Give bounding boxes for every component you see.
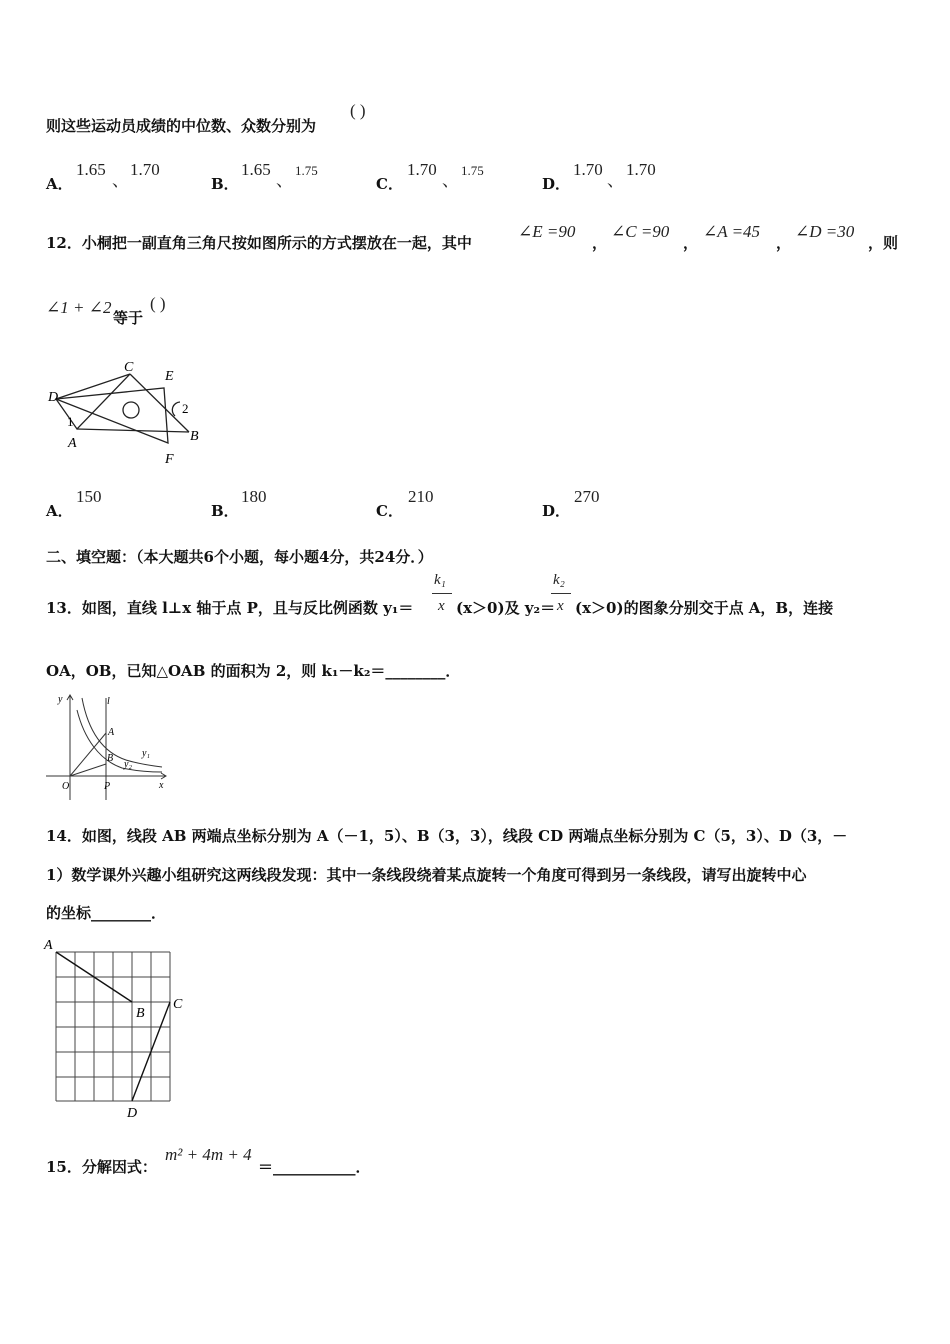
- q12-figure-label-2: 2: [182, 401, 189, 416]
- q14-figure-label-b: B: [136, 1006, 145, 1021]
- q13-condition1: (x＞0)及 y₂＝: [456, 599, 556, 617]
- q12-figure-label-c: C: [124, 360, 134, 375]
- q12-stem: 12．小桐把一副直角三角尺按如图所示的方式摆放在一起，其中: [46, 234, 472, 252]
- q11-option-a-label: A．: [46, 175, 73, 193]
- q12-figure-label-b: B: [190, 429, 199, 444]
- q11-option-c-sep: 、: [442, 171, 459, 190]
- q12-angle-d: ∠D =30: [795, 222, 855, 241]
- q11-option-b-value1: 1.65: [241, 160, 271, 179]
- q12-option-b-value: 180: [241, 487, 267, 506]
- q13-figure-label-x: x: [159, 780, 164, 791]
- q12-figure-label-e: E: [165, 369, 174, 384]
- q13-fraction1-denominator: x: [438, 598, 445, 614]
- q12-triangle-figure: [44, 356, 224, 468]
- q14-line2: 1）数学课外兴趣小组研究这两线段发现：其中一条线段绕着某点旋转一个角度可得到另一条线段，请写出旋转中心: [46, 866, 807, 884]
- q14-line3: 的坐标________．: [46, 904, 167, 922]
- q13-graph-figure: [44, 690, 174, 804]
- q12-comma-2: ，: [683, 234, 699, 252]
- q13-figure-label-p: P: [104, 781, 111, 792]
- q12-option-a-label: A．: [46, 502, 73, 520]
- q13-figure-label-o: O: [62, 781, 70, 792]
- q12-angle-sum: ∠1 + ∠2: [46, 298, 112, 317]
- q12-comma-3: ，: [776, 234, 792, 252]
- q13-part1: 13．如图，直线 l⊥x 轴于点 P，且与反比例函数 y₁＝: [46, 599, 414, 617]
- q12-option-a-value: 150: [76, 487, 102, 506]
- q12-figure-label-d: D: [48, 390, 59, 405]
- q14-figure-label-a: A: [44, 938, 53, 953]
- q11-option-d-sep: 、: [607, 171, 624, 190]
- q12-option-c-label: C．: [376, 502, 403, 520]
- q12-equals-text: 等于: [113, 309, 144, 327]
- q11-option-b-sep: 、: [276, 171, 293, 190]
- q12-option-c-value: 210: [408, 487, 434, 506]
- q13-figure-label-a: A: [108, 727, 115, 738]
- q12-option-d-label: D．: [542, 502, 571, 520]
- q11-option-a-value2: 1.70: [130, 160, 160, 179]
- q13-fraction2-numerator: k₂: [553, 572, 565, 588]
- q11-option-c-value2: 1.75: [461, 163, 484, 178]
- q11-option-d-label: D．: [542, 175, 571, 193]
- q12-figure-label-f: F: [165, 452, 174, 467]
- q11-answer-paren: ( ): [350, 101, 366, 120]
- q11-option-b-label: B．: [211, 175, 239, 193]
- q12-figure-label-a: A: [68, 436, 77, 451]
- q11-option-d-value2: 1.70: [626, 160, 656, 179]
- q13-line2: OA，OB，已知△OAB 的面积为 2，则 k₁－k₂＝________．: [46, 662, 461, 680]
- q15-answer-blank: ＝___________．: [258, 1158, 371, 1176]
- section-fill-in-heading: 二、填空题：（本大题共6个小题，每小题4分，共24分．）: [46, 548, 433, 566]
- q13-fraction2-denominator: x: [557, 598, 564, 614]
- q11-option-c-label: C．: [376, 175, 403, 193]
- q12-then: ，则: [868, 234, 899, 252]
- q13-figure-label-y2: y₂: [124, 759, 132, 770]
- q11-option-a-value1: 1.65: [76, 160, 106, 179]
- q13-fraction2-bar: [551, 593, 571, 594]
- q12-angle-c: ∠C =90: [611, 222, 670, 241]
- q13-figure-label-l: l: [107, 696, 110, 707]
- q14-grid-figure: [42, 935, 192, 1120]
- q12-comma-1: ，: [592, 234, 608, 252]
- q12-option-b-label: B．: [211, 502, 239, 520]
- q14-line1: 14．如图，线段 AB 两端点坐标分别为 A（－1，5）、B（3，3），线段 CD 两端点坐标分别为 C（5，3）、D（3，－: [46, 827, 848, 845]
- q13-figure-label-y: y: [58, 694, 63, 705]
- q12-figure-label-1: 1: [67, 414, 74, 429]
- q11-option-d-value1: 1.70: [573, 160, 603, 179]
- q12-answer-paren: ( ): [150, 294, 166, 313]
- q13-figure-label-y1: y₁: [142, 748, 150, 759]
- q12-option-d-value: 270: [574, 487, 600, 506]
- q11-option-c-value1: 1.70: [407, 160, 437, 179]
- q15-stem: 15．分解因式：: [46, 1158, 157, 1176]
- q11-option-b-value2: 1.75: [295, 163, 318, 178]
- q13-condition2: (x＞0)的图象分别交于点 A，B，连接: [575, 599, 834, 617]
- q13-figure-label-b: B: [107, 753, 114, 764]
- q15-expression: m² + 4m + 4: [165, 1145, 252, 1164]
- q11-option-a-sep: 、: [112, 171, 129, 190]
- q13-fraction1-bar: [432, 593, 452, 594]
- q11-stem: 则这些运动员成绩的中位数、众数分别为: [46, 117, 317, 135]
- q14-figure-label-c: C: [173, 997, 183, 1012]
- q13-fraction1-numerator: k₁: [434, 572, 446, 588]
- q14-figure-label-d: D: [127, 1106, 138, 1120]
- q12-angle-a: ∠A =45: [703, 222, 761, 241]
- q12-angle-e: ∠E =90: [518, 222, 576, 241]
